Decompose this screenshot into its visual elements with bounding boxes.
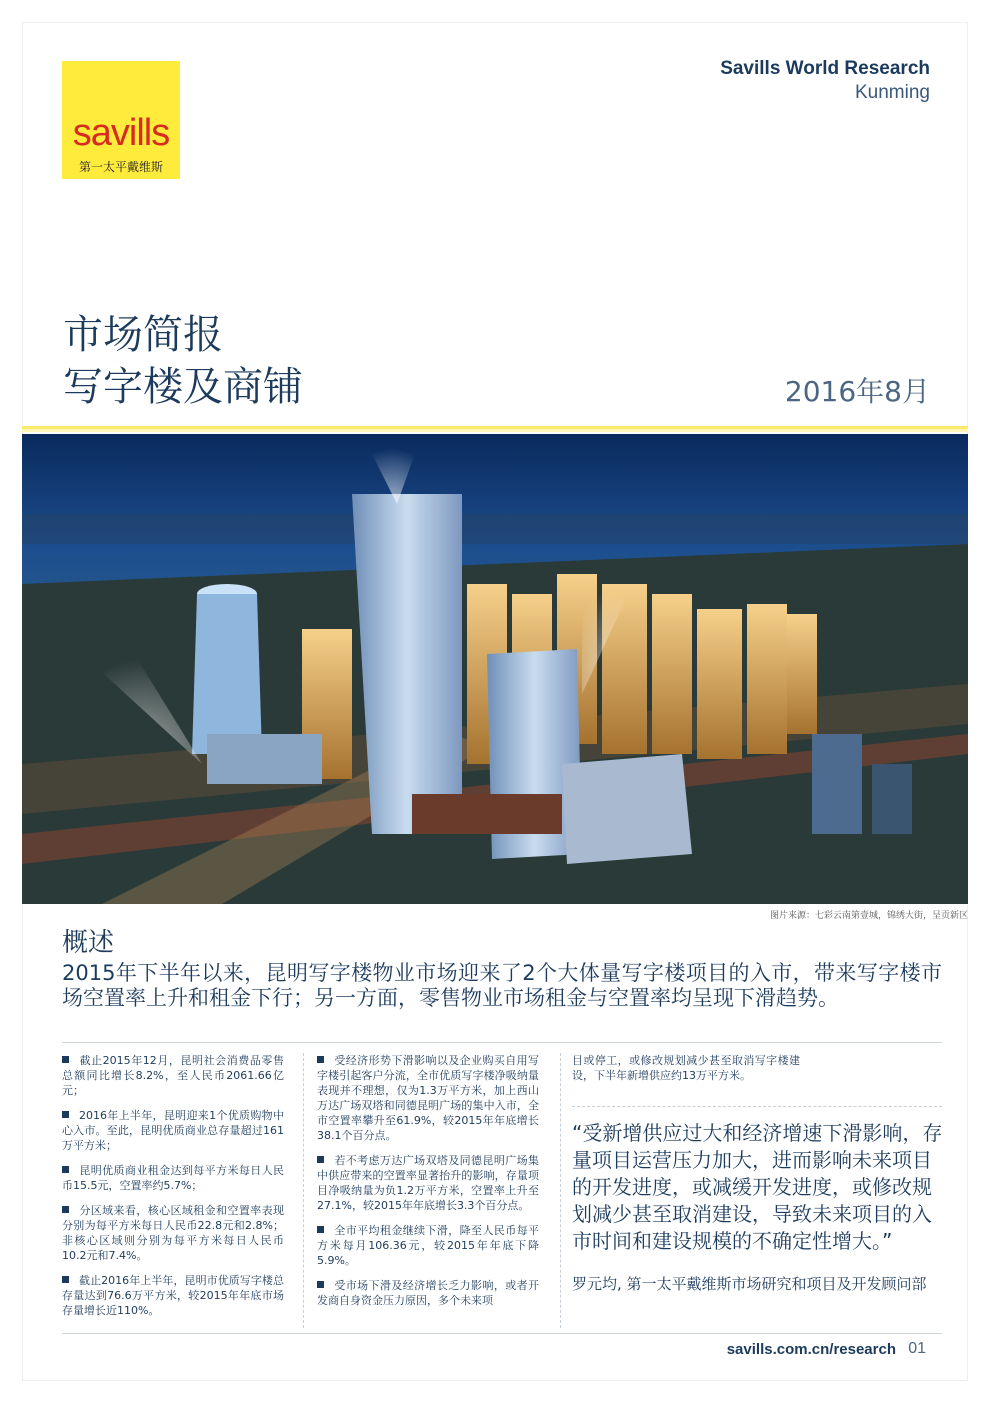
hero-image: [22, 434, 968, 904]
page-number: 01: [908, 1340, 926, 1357]
pull-quote: “受新增供应过大和经济增速下滑影响，存量项目运营压力加大，进而影响未来项目的开发进度，或减缓开发进度，或修改规划减少甚至取消建设，导致未来项目的入市时间和建设规模的不确定性增大。”: [572, 1121, 943, 1253]
bullet-icon: [62, 1056, 69, 1063]
report-title-line1: 市场简报: [63, 312, 223, 358]
bullet-icon: [62, 1206, 69, 1213]
bullet-icon: [62, 1111, 69, 1118]
quote-divider: [572, 1106, 942, 1107]
overview-lead: 2015年下半年以来，昆明写字楼物业市场迎来了2个大体量写字楼项目的入市，带来写字楼市场空置率上升和租金下行；另一方面，零售物业市场租金与空置率均呈现下滑趋势。: [62, 961, 942, 1010]
logo-chinese-name: 第一太平戴维斯: [78, 160, 163, 174]
bullet-icon: [317, 1056, 324, 1063]
column-separator: [560, 1053, 561, 1328]
list-item: 分区域来看，核心区域租金和空置率表现分别为每平方米每日人民币22.8元和2.8%；非核心区域则分别为每平方米每日人民币10.2元和7.4%。: [62, 1204, 284, 1262]
bullet-icon: [317, 1281, 324, 1288]
footer-url-link[interactable]: savills.com.cn/research: [726, 1341, 896, 1358]
list-item: 受经济形势下滑影响以及企业购买自用写字楼引起客户分流，全市优质写字楼净吸纳量表现并不理想，仅为1.3万平方米，加上西山万达广场双塔和同德昆明广场的集中入市，全市空置率攀升至61.9%，较2015年年底增长38.1个百分点。: [317, 1054, 539, 1142]
list-item: 2016年上半年，昆明迎来1个优质购物中心入市。至此，昆明优质商业总存量超过161万平方米；: [62, 1109, 284, 1152]
list-item: 若不考虑万达广场双塔及同德昆明广场集中供应带来的空置率显著抬升的影响，存量项目净吸纳量为负1.2万平方米，空置率上升至27.1%，较2015年年底增长3.3个百分点。: [317, 1154, 539, 1212]
paragraph: 目或停工，或修改规划减少甚至取消写字楼建设，下半年新增供应约13万平方米。: [572, 1054, 800, 1082]
column-3: [572, 1053, 800, 1093]
bullet-icon: [62, 1166, 69, 1173]
list-item: 全市平均租金继续下滑，降至人民币每平方米每月106.36元，较2015年年底下降5.9%。: [317, 1224, 539, 1267]
divider: [62, 1042, 942, 1043]
report-title-line2: 写字楼及商铺: [63, 364, 303, 410]
savills-logo: [62, 61, 180, 179]
bullet-icon: [317, 1226, 324, 1233]
column-separator: [303, 1053, 304, 1328]
report-date: 2016年8月: [784, 375, 930, 408]
overview-heading: 概述: [62, 928, 115, 958]
bullet-icon: [317, 1156, 324, 1163]
list-item: 截止2015年12月，昆明社会消费品零售总额同比增长8.2%，至人民币2061.66亿元；: [62, 1054, 284, 1097]
column-2: [317, 1053, 539, 1318]
list-item: 截止2016年上半年，昆明市优质写字楼总存量达到76.6万平方米，较2015年年底市场存量增长近110%。: [62, 1274, 284, 1317]
quote-author: 罗元均, 第一太平戴维斯市场研究和项目及开发顾问部: [572, 1275, 927, 1293]
list-item: 受市场下滑及经济增长乏力影响，或者开发商自身资金压力原因，多个未来项: [317, 1279, 539, 1307]
brand-city: Kunming: [855, 82, 930, 103]
image-caption: 图片来源：七彩云南第壹城，锦绣大街，呈贡新区: [769, 911, 968, 921]
logo-word: savills: [72, 112, 170, 154]
bullet-icon: [62, 1276, 69, 1283]
brand-research-title: Savills World Research: [720, 58, 930, 79]
yellow-divider: [22, 426, 968, 432]
footer-divider: [62, 1333, 942, 1334]
list-item: 昆明优质商业租金达到每平方米每日人民币15.5元，空置率约5.7%；: [62, 1164, 284, 1192]
column-1: [62, 1053, 284, 1328]
city-skyline-photo-icon: [22, 434, 968, 904]
